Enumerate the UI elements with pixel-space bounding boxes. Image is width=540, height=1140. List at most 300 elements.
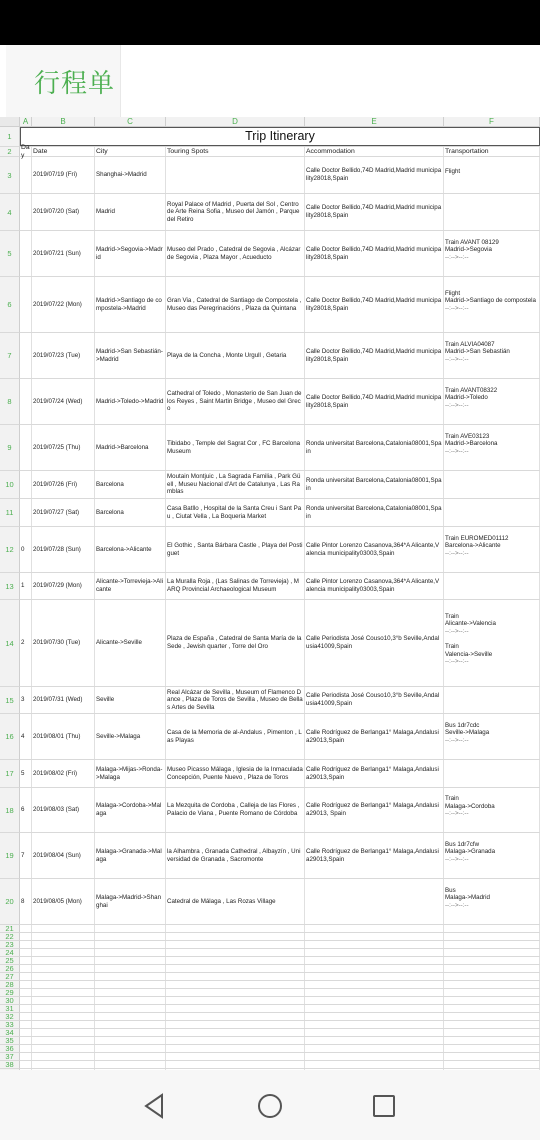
cell-b[interactable]: [32, 989, 95, 996]
cell-e[interactable]: [305, 973, 444, 980]
cell-d[interactable]: El Gothic , Santa Bárbara Castle , Playa del Postiguet: [166, 527, 305, 572]
row-header[interactable]: 4: [0, 194, 20, 231]
cell-a[interactable]: 2: [20, 600, 32, 686]
cell-c[interactable]: Malaga->Madrid->Shanghai: [95, 879, 166, 924]
cell-f[interactable]: [444, 194, 540, 230]
cell-f[interactable]: [444, 1053, 540, 1060]
cell-a[interactable]: [20, 949, 32, 956]
cell-d[interactable]: Museo del Prado , Catedral de Segovia , Alcázar de Segovia , Plaza Mayor , Acueducto: [166, 231, 305, 276]
cell-d[interactable]: [166, 1013, 305, 1020]
cell-e[interactable]: [305, 1021, 444, 1028]
cell-f[interactable]: [444, 379, 540, 424]
column-header-a[interactable]: A: [20, 117, 32, 127]
cell-f[interactable]: [444, 1061, 540, 1068]
row-header[interactable]: 6: [0, 277, 20, 333]
cell-e[interactable]: Calle Doctor Bellido,74D Madrid,Madrid municipality28018,Spain: [305, 157, 444, 193]
cell-c[interactable]: [95, 1029, 166, 1036]
cell-e[interactable]: Calle Rodríguez de Berlanga1° Malaga,Andalusia29013,Spain: [305, 714, 444, 759]
row-header[interactable]: 26: [0, 965, 20, 973]
row-header[interactable]: 34: [0, 1029, 20, 1037]
cell-c[interactable]: City: [95, 147, 166, 156]
cell-c[interactable]: Madrid->Santiago de compostela->Madrid: [95, 277, 166, 332]
cell-f[interactable]: [444, 957, 540, 964]
cell-f[interactable]: Transportation: [444, 147, 540, 156]
cell-e[interactable]: Calle Doctor Bellido,74D Madrid,Madrid municipality28018,Spain: [305, 194, 444, 230]
cell-d[interactable]: Cathedral of Toledo , Monasterio de San Juan de los Reyes , Saint Martin Bridge , Museo del Greco: [166, 379, 305, 424]
cell-d[interactable]: [166, 1021, 305, 1028]
cell-a[interactable]: [20, 1045, 32, 1052]
cell-e[interactable]: [305, 1029, 444, 1036]
cell-d[interactable]: Catedral de Málaga , Las Rozas Village: [166, 879, 305, 924]
row-header[interactable]: 27: [0, 973, 20, 981]
cell-b[interactable]: [32, 1029, 95, 1036]
cell-d[interactable]: [166, 933, 305, 940]
row-header[interactable]: 21: [0, 925, 20, 933]
row-header[interactable]: 29: [0, 989, 20, 997]
cell-d[interactable]: la Alhambra , Granada Cathedral , Albayzín , Universidad de Granada , Sacromonte: [166, 833, 305, 878]
cell-b[interactable]: 2019/08/05 (Mon): [32, 879, 95, 924]
cell-a[interactable]: 3: [20, 687, 32, 713]
cell-b[interactable]: [32, 957, 95, 964]
cell-f[interactable]: [444, 687, 540, 713]
cell-d[interactable]: [166, 1029, 305, 1036]
row-header[interactable]: 31: [0, 1005, 20, 1013]
cell-e[interactable]: [305, 965, 444, 972]
cell-f[interactable]: [444, 973, 540, 980]
cell-d[interactable]: Playa de la Concha , Monte Urgull , Getaria: [166, 333, 305, 378]
cell-c[interactable]: Barcelona: [95, 499, 166, 526]
row-header[interactable]: 22: [0, 933, 20, 941]
cell-a[interactable]: [20, 957, 32, 964]
cell-d[interactable]: [166, 981, 305, 988]
row-header[interactable]: 35: [0, 1037, 20, 1045]
cell-e[interactable]: [305, 949, 444, 956]
cell-d[interactable]: Touring Spots: [166, 147, 305, 156]
cell-e[interactable]: Calle Periodista José Couso10,3°b Seville,Andalusia41009,Spain: [305, 600, 444, 686]
cell-f[interactable]: [444, 499, 540, 526]
cell-a[interactable]: 1: [20, 573, 32, 599]
table-row: [20, 333, 540, 379]
cell-a[interactable]: [20, 1037, 32, 1044]
cell-e[interactable]: Ronda universitat Barcelona,Catalonia08001,Spain: [305, 499, 444, 526]
cell-b[interactable]: 2019/07/23 (Tue): [32, 333, 95, 378]
transport-line: Bus 1dr7cdc: [445, 721, 480, 729]
transport-line: Flight: [445, 167, 461, 175]
cell-f[interactable]: [444, 941, 540, 948]
transport-line: [445, 636, 538, 644]
row-header[interactable]: 1: [0, 127, 20, 147]
cell-e[interactable]: [305, 1013, 444, 1020]
transport-line: Madrid->Segovia: [445, 246, 492, 254]
cell-b[interactable]: [32, 925, 95, 932]
transport-line: --:-->--:--: [445, 736, 469, 744]
cell-b[interactable]: 2019/08/01 (Thu): [32, 714, 95, 759]
cell-a[interactable]: [20, 1029, 32, 1036]
cell-b[interactable]: [32, 949, 95, 956]
transport-line: Flight: [445, 289, 461, 297]
cell-e[interactable]: Calle Rodríguez de Berlanga1° Malaga,Andalusia29013,Spain: [305, 760, 444, 787]
cell-b[interactable]: 2019/07/20 (Sat): [32, 194, 95, 230]
cell-c[interactable]: [95, 965, 166, 972]
cell-f[interactable]: [444, 277, 540, 332]
cell-c[interactable]: [95, 957, 166, 964]
cell-d[interactable]: [166, 973, 305, 980]
cell-b[interactable]: [32, 973, 95, 980]
cell-d[interactable]: [166, 949, 305, 956]
cell-f[interactable]: [444, 981, 540, 988]
row-header[interactable]: 25: [0, 957, 20, 965]
cell-b[interactable]: [32, 1045, 95, 1052]
cell-c[interactable]: [95, 989, 166, 996]
cell-e[interactable]: [305, 981, 444, 988]
document-tab[interactable]: [6, 45, 121, 117]
cell-d[interactable]: [166, 941, 305, 948]
cell-f[interactable]: [444, 714, 540, 759]
cell-d[interactable]: Tibidabo , Temple del Sagrat Cor , FC Barcelona Museum: [166, 425, 305, 470]
transport-line: Train AVANT08322: [445, 386, 498, 394]
cell-d[interactable]: [166, 1045, 305, 1052]
cell-c[interactable]: [95, 933, 166, 940]
cell-f[interactable]: [444, 997, 540, 1004]
cell-c[interactable]: [95, 1061, 166, 1068]
cell-f[interactable]: [444, 788, 540, 832]
cell-f[interactable]: [444, 760, 540, 787]
cell-c[interactable]: [95, 1037, 166, 1044]
cell-a[interactable]: 6: [20, 788, 32, 832]
cell-a[interactable]: [20, 1005, 32, 1012]
cell-b[interactable]: 2019/08/04 (Sun): [32, 833, 95, 878]
cell-a[interactable]: [20, 425, 32, 470]
transport-line: --:-->--:--: [445, 401, 469, 409]
cell-a[interactable]: [20, 499, 32, 526]
cell-f[interactable]: [444, 1045, 540, 1052]
row-header[interactable]: 10: [0, 471, 20, 499]
cell-c[interactable]: Malaga->Granada->Malaga: [95, 833, 166, 878]
cell-a[interactable]: [20, 1053, 32, 1060]
cell-b[interactable]: [32, 1005, 95, 1012]
cell-d[interactable]: Casa de la Memoria de al-Andalus , Pimenton , Las Playas: [166, 714, 305, 759]
cell-b[interactable]: [32, 1013, 95, 1020]
row-header[interactable]: 16: [0, 714, 20, 760]
cell-c[interactable]: Seville->Malaga: [95, 714, 166, 759]
cell-e[interactable]: Calle Doctor Bellido,74D Madrid,Madrid municipality28018,Spain: [305, 277, 444, 332]
table-row: [20, 471, 540, 499]
cell-a[interactable]: [20, 973, 32, 980]
table-row: [20, 194, 540, 231]
cell-c[interactable]: [95, 1013, 166, 1020]
cell-d[interactable]: Gran Via , Catedral de Santiago de Compostela , Museo das Peregrinacións , Plaza da Quintana: [166, 277, 305, 332]
cell-f[interactable]: [444, 573, 540, 599]
row-header[interactable]: 28: [0, 981, 20, 989]
row-header[interactable]: 33: [0, 1021, 20, 1029]
cell-e[interactable]: Accommodation: [305, 147, 444, 156]
cell-c[interactable]: Madrid: [95, 194, 166, 230]
transport-line: Train AVE03123: [445, 432, 490, 440]
cell-b[interactable]: 2019/07/30 (Tue): [32, 600, 95, 686]
cell-e[interactable]: [305, 1061, 444, 1068]
cell-c[interactable]: Seville: [95, 687, 166, 713]
cell-c[interactable]: Madrid->Toledo->Madrid: [95, 379, 166, 424]
cell-d[interactable]: Real Alcázar de Sevilla , Museum of Flamenco Dance , Plaza de Toros de Sevilla , Museo de Bellas Artes de Sevilla: [166, 687, 305, 713]
row-header[interactable]: 18: [0, 788, 20, 833]
cell-d[interactable]: Casa Batllo , Hospital de la Santa Creu i Sant Pau , Ciutat Vella , La Boqueria Market: [166, 499, 305, 526]
transport-line: --:-->--:--: [445, 304, 469, 312]
cell-c[interactable]: [95, 973, 166, 980]
transport-line: Barcelona->Alicante: [445, 542, 501, 550]
cell-b[interactable]: 2019/07/31 (Wed): [32, 687, 95, 713]
row-header[interactable]: 13: [0, 573, 20, 600]
row-header[interactable]: 12: [0, 527, 20, 573]
cell-a[interactable]: [20, 231, 32, 276]
cell-c[interactable]: [95, 925, 166, 932]
cell-e[interactable]: Calle Doctor Bellido,74D Madrid,Madrid municipality28018,Spain: [305, 231, 444, 276]
transport-line: Train EUROMED01112: [445, 534, 509, 542]
cell-c[interactable]: [95, 941, 166, 948]
cell-a[interactable]: [20, 933, 32, 940]
cell-a[interactable]: [20, 194, 32, 230]
cell-c[interactable]: Shanghai->Madrid: [95, 157, 166, 193]
cell-f[interactable]: [444, 965, 540, 972]
cell-f[interactable]: [444, 1021, 540, 1028]
cell-d[interactable]: La Muralla Roja , (Las Salinas de Torrevieja) , MARQ Provincial Archaeological Museum: [166, 573, 305, 599]
row-header[interactable]: 3: [0, 157, 20, 194]
cell-d[interactable]: [166, 925, 305, 932]
cell-e[interactable]: Calle Doctor Bellido,74D Madrid,Madrid municipality28018,Spain: [305, 333, 444, 378]
cell-a[interactable]: 0: [20, 527, 32, 572]
cell-e[interactable]: Ronda universitat Barcelona,Catalonia08001,Spain: [305, 471, 444, 498]
cell-e[interactable]: Calle Doctor Bellido,74D Madrid,Madrid municipality28018,Spain: [305, 379, 444, 424]
cell-a[interactable]: [20, 981, 32, 988]
cell-d[interactable]: Royal Palace of Madrid , Puerta del Sol , Centro de Arte Reina Sofia , Museo del Jamón , Parque del Retiro: [166, 194, 305, 230]
cell-f[interactable]: [444, 1005, 540, 1012]
cell-a[interactable]: [20, 997, 32, 1004]
row-header[interactable]: 9: [0, 425, 20, 471]
cell-c[interactable]: Alicante->Torrevieja->Alicante: [95, 573, 166, 599]
cell-f[interactable]: [444, 949, 540, 956]
cell-d[interactable]: [166, 989, 305, 996]
select-all-corner[interactable]: [0, 117, 20, 127]
sheet-title[interactable]: Trip Itinerary: [20, 127, 540, 146]
row-header[interactable]: 19: [0, 833, 20, 879]
column-header-e[interactable]: E: [305, 117, 444, 127]
table-row: [20, 157, 540, 194]
cell-b[interactable]: 2019/07/26 (Fri): [32, 471, 95, 498]
cell-a[interactable]: [20, 925, 32, 932]
cell-d[interactable]: [166, 1053, 305, 1060]
row-header[interactable]: 38: [0, 1061, 20, 1069]
cell-d[interactable]: [166, 1037, 305, 1044]
cell-c[interactable]: [95, 1053, 166, 1060]
cell-f[interactable]: [444, 157, 540, 193]
cell-a[interactable]: [20, 157, 32, 193]
cell-c[interactable]: [95, 1005, 166, 1012]
cell-f[interactable]: [444, 1037, 540, 1044]
cell-e[interactable]: Calle Rodríguez de Berlanga1° Malaga,Andalusia29013,Spain: [305, 833, 444, 878]
empty-row: [20, 1021, 540, 1029]
cell-c[interactable]: Malaga->Cordoba->Malaga: [95, 788, 166, 832]
cell-f[interactable]: [444, 527, 540, 572]
cell-c[interactable]: [95, 1045, 166, 1052]
cell-b[interactable]: 2019/07/24 (Wed): [32, 379, 95, 424]
cell-c[interactable]: Madrid->San Sebastián->Madrid: [95, 333, 166, 378]
row-header[interactable]: 11: [0, 499, 20, 527]
cell-b[interactable]: 2019/07/22 (Mon): [32, 277, 95, 332]
cell-c[interactable]: [95, 1021, 166, 1028]
cell-e[interactable]: [305, 933, 444, 940]
cell-f[interactable]: [444, 600, 540, 686]
table-row: [20, 600, 540, 687]
cell-b[interactable]: [32, 981, 95, 988]
column-header-f[interactable]: F: [444, 117, 540, 127]
transport-line: Madrid->San Sebastián: [445, 348, 510, 356]
cell-b[interactable]: 2019/07/28 (Sun): [32, 527, 95, 572]
transport-line: Bus 1dr7cfw: [445, 840, 480, 848]
cell-f[interactable]: [444, 425, 540, 470]
cell-f[interactable]: [444, 833, 540, 878]
cell-a[interactable]: [20, 1021, 32, 1028]
row-header[interactable]: 8: [0, 379, 20, 425]
cell-a[interactable]: [20, 277, 32, 332]
cell-e[interactable]: [305, 879, 444, 924]
spreadsheet-grid[interactable]: [0, 117, 540, 1070]
cell-b[interactable]: [32, 1021, 95, 1028]
cell-b[interactable]: Date: [32, 147, 95, 156]
cell-b[interactable]: [32, 1061, 95, 1068]
cell-f[interactable]: [444, 989, 540, 996]
row-header[interactable]: 20: [0, 879, 20, 925]
cell-e[interactable]: Calle Pintor Lorenzo Casanova,364*A Alicante,Valencia municipality03003,Spain: [305, 573, 444, 599]
cell-a[interactable]: [20, 471, 32, 498]
cell-f[interactable]: [444, 933, 540, 940]
row-header[interactable]: 2: [0, 147, 20, 157]
cell-d[interactable]: [166, 965, 305, 972]
cell-f[interactable]: [444, 1013, 540, 1020]
cell-d[interactable]: Plaza de España , Catedral de Santa María de la Sede , Jewish quarter , Torre del Oro: [166, 600, 305, 686]
cell-b[interactable]: [32, 965, 95, 972]
cell-e[interactable]: [305, 941, 444, 948]
cell-a[interactable]: [20, 1013, 32, 1020]
cell-e[interactable]: Calle Periodista José Couso10,3°b Seville,Andalusia41009,Spain: [305, 687, 444, 713]
cell-f[interactable]: [444, 925, 540, 932]
empty-row: [20, 1045, 540, 1053]
cell-e[interactable]: Calle Rodríguez de Berlanga1° Malaga,Andalusia29013, Spain: [305, 788, 444, 832]
cell-d[interactable]: [166, 997, 305, 1004]
row-header[interactable]: 30: [0, 997, 20, 1005]
cell-c[interactable]: Madrid->Segovia->Madrid: [95, 231, 166, 276]
cell-a[interactable]: 4: [20, 714, 32, 759]
cell-f[interactable]: [444, 471, 540, 498]
cell-b[interactable]: 2019/07/21 (Sun): [32, 231, 95, 276]
cell-b[interactable]: [32, 1053, 95, 1060]
cell-b[interactable]: 2019/07/27 (Sat): [32, 499, 95, 526]
cell-a[interactable]: 7: [20, 833, 32, 878]
row-header[interactable]: 37: [0, 1053, 20, 1061]
cell-d[interactable]: Moutain Montjuic , La Sagrada Familia , Park Güell , Museu Nacional d'Art de Catalunya , Las Ramblas: [166, 471, 305, 498]
row-header[interactable]: 15: [0, 687, 20, 714]
cell-e[interactable]: Calle Pintor Lorenzo Casanova,364*A Alicante,Valencia municipality03003,Spain: [305, 527, 444, 572]
cell-c[interactable]: Barcelona->Alicante: [95, 527, 166, 572]
cell-f[interactable]: [444, 333, 540, 378]
cell-a[interactable]: [20, 941, 32, 948]
cell-a[interactable]: Day: [20, 147, 32, 156]
cell-e[interactable]: [305, 989, 444, 996]
table-row: [20, 379, 540, 425]
cell-e[interactable]: [305, 957, 444, 964]
cell-e[interactable]: Ronda universitat Barcelona,Catalonia08001,Spain: [305, 425, 444, 470]
row-header[interactable]: 5: [0, 231, 20, 277]
cell-b[interactable]: [32, 997, 95, 1004]
back-icon[interactable]: [138, 1090, 170, 1122]
cell-e[interactable]: [305, 1045, 444, 1052]
empty-row: [20, 973, 540, 981]
cell-d[interactable]: [166, 157, 305, 193]
row-header[interactable]: 17: [0, 760, 20, 788]
row-header[interactable]: 7: [0, 333, 20, 379]
cell-c[interactable]: Malaga->Mijas->Ronda->Malaga: [95, 760, 166, 787]
cell-c[interactable]: Barcelona: [95, 471, 166, 498]
cell-b[interactable]: 2019/08/03 (Sat): [32, 788, 95, 832]
cell-c[interactable]: Madrid->Barcelona: [95, 425, 166, 470]
cell-e[interactable]: [305, 1005, 444, 1012]
column-header-d[interactable]: D: [166, 117, 305, 127]
home-icon[interactable]: [254, 1090, 286, 1122]
cell-d[interactable]: [166, 957, 305, 964]
cell-f[interactable]: [444, 879, 540, 924]
recents-icon[interactable]: [368, 1090, 400, 1122]
row-header[interactable]: 23: [0, 941, 20, 949]
cell-e[interactable]: [305, 1053, 444, 1060]
cell-e[interactable]: [305, 997, 444, 1004]
cell-c[interactable]: [95, 997, 166, 1004]
row-header[interactable]: 14: [0, 600, 20, 687]
row-header[interactable]: 32: [0, 1013, 20, 1021]
empty-row: [20, 965, 540, 973]
cell-b[interactable]: 2019/07/19 (Fri): [32, 157, 95, 193]
empty-row: [20, 941, 540, 949]
cell-a[interactable]: 8: [20, 879, 32, 924]
cell-a[interactable]: [20, 989, 32, 996]
empty-row: [20, 1061, 540, 1069]
empty-row: [20, 1013, 540, 1021]
cell-d[interactable]: Museo Picasso Málaga , Iglesia de la Inmaculada Concepción, Puente Nuevo , Plaza de Toros: [166, 760, 305, 787]
cell-f[interactable]: [444, 231, 540, 276]
cell-e[interactable]: [305, 925, 444, 932]
cell-a[interactable]: 5: [20, 760, 32, 787]
column-header-c[interactable]: C: [95, 117, 166, 127]
row-header[interactable]: 36: [0, 1045, 20, 1053]
cell-c[interactable]: [95, 949, 166, 956]
column-header-b[interactable]: B: [32, 117, 95, 127]
cell-a[interactable]: [20, 379, 32, 424]
cell-b[interactable]: [32, 933, 95, 940]
cell-b[interactable]: 2019/07/25 (Thu): [32, 425, 95, 470]
cell-c[interactable]: Alicante->Seville: [95, 600, 166, 686]
cell-a[interactable]: [20, 1061, 32, 1068]
cell-d[interactable]: La Mezquita de Cordoba , Calleja de las Flores , Palacio de Viana , Puente Romano de Córdoba: [166, 788, 305, 832]
cell-b[interactable]: [32, 941, 95, 948]
cell-c[interactable]: [95, 981, 166, 988]
cell-a[interactable]: [20, 333, 32, 378]
cell-b[interactable]: 2019/08/02 (Fri): [32, 760, 95, 787]
row-header[interactable]: 24: [0, 949, 20, 957]
cell-b[interactable]: [32, 1037, 95, 1044]
cell-f[interactable]: [444, 1029, 540, 1036]
cell-d[interactable]: [166, 1061, 305, 1068]
cell-d[interactable]: [166, 1005, 305, 1012]
cell-e[interactable]: [305, 1037, 444, 1044]
cell-a[interactable]: [20, 965, 32, 972]
cell-b[interactable]: 2019/07/29 (Mon): [32, 573, 95, 599]
